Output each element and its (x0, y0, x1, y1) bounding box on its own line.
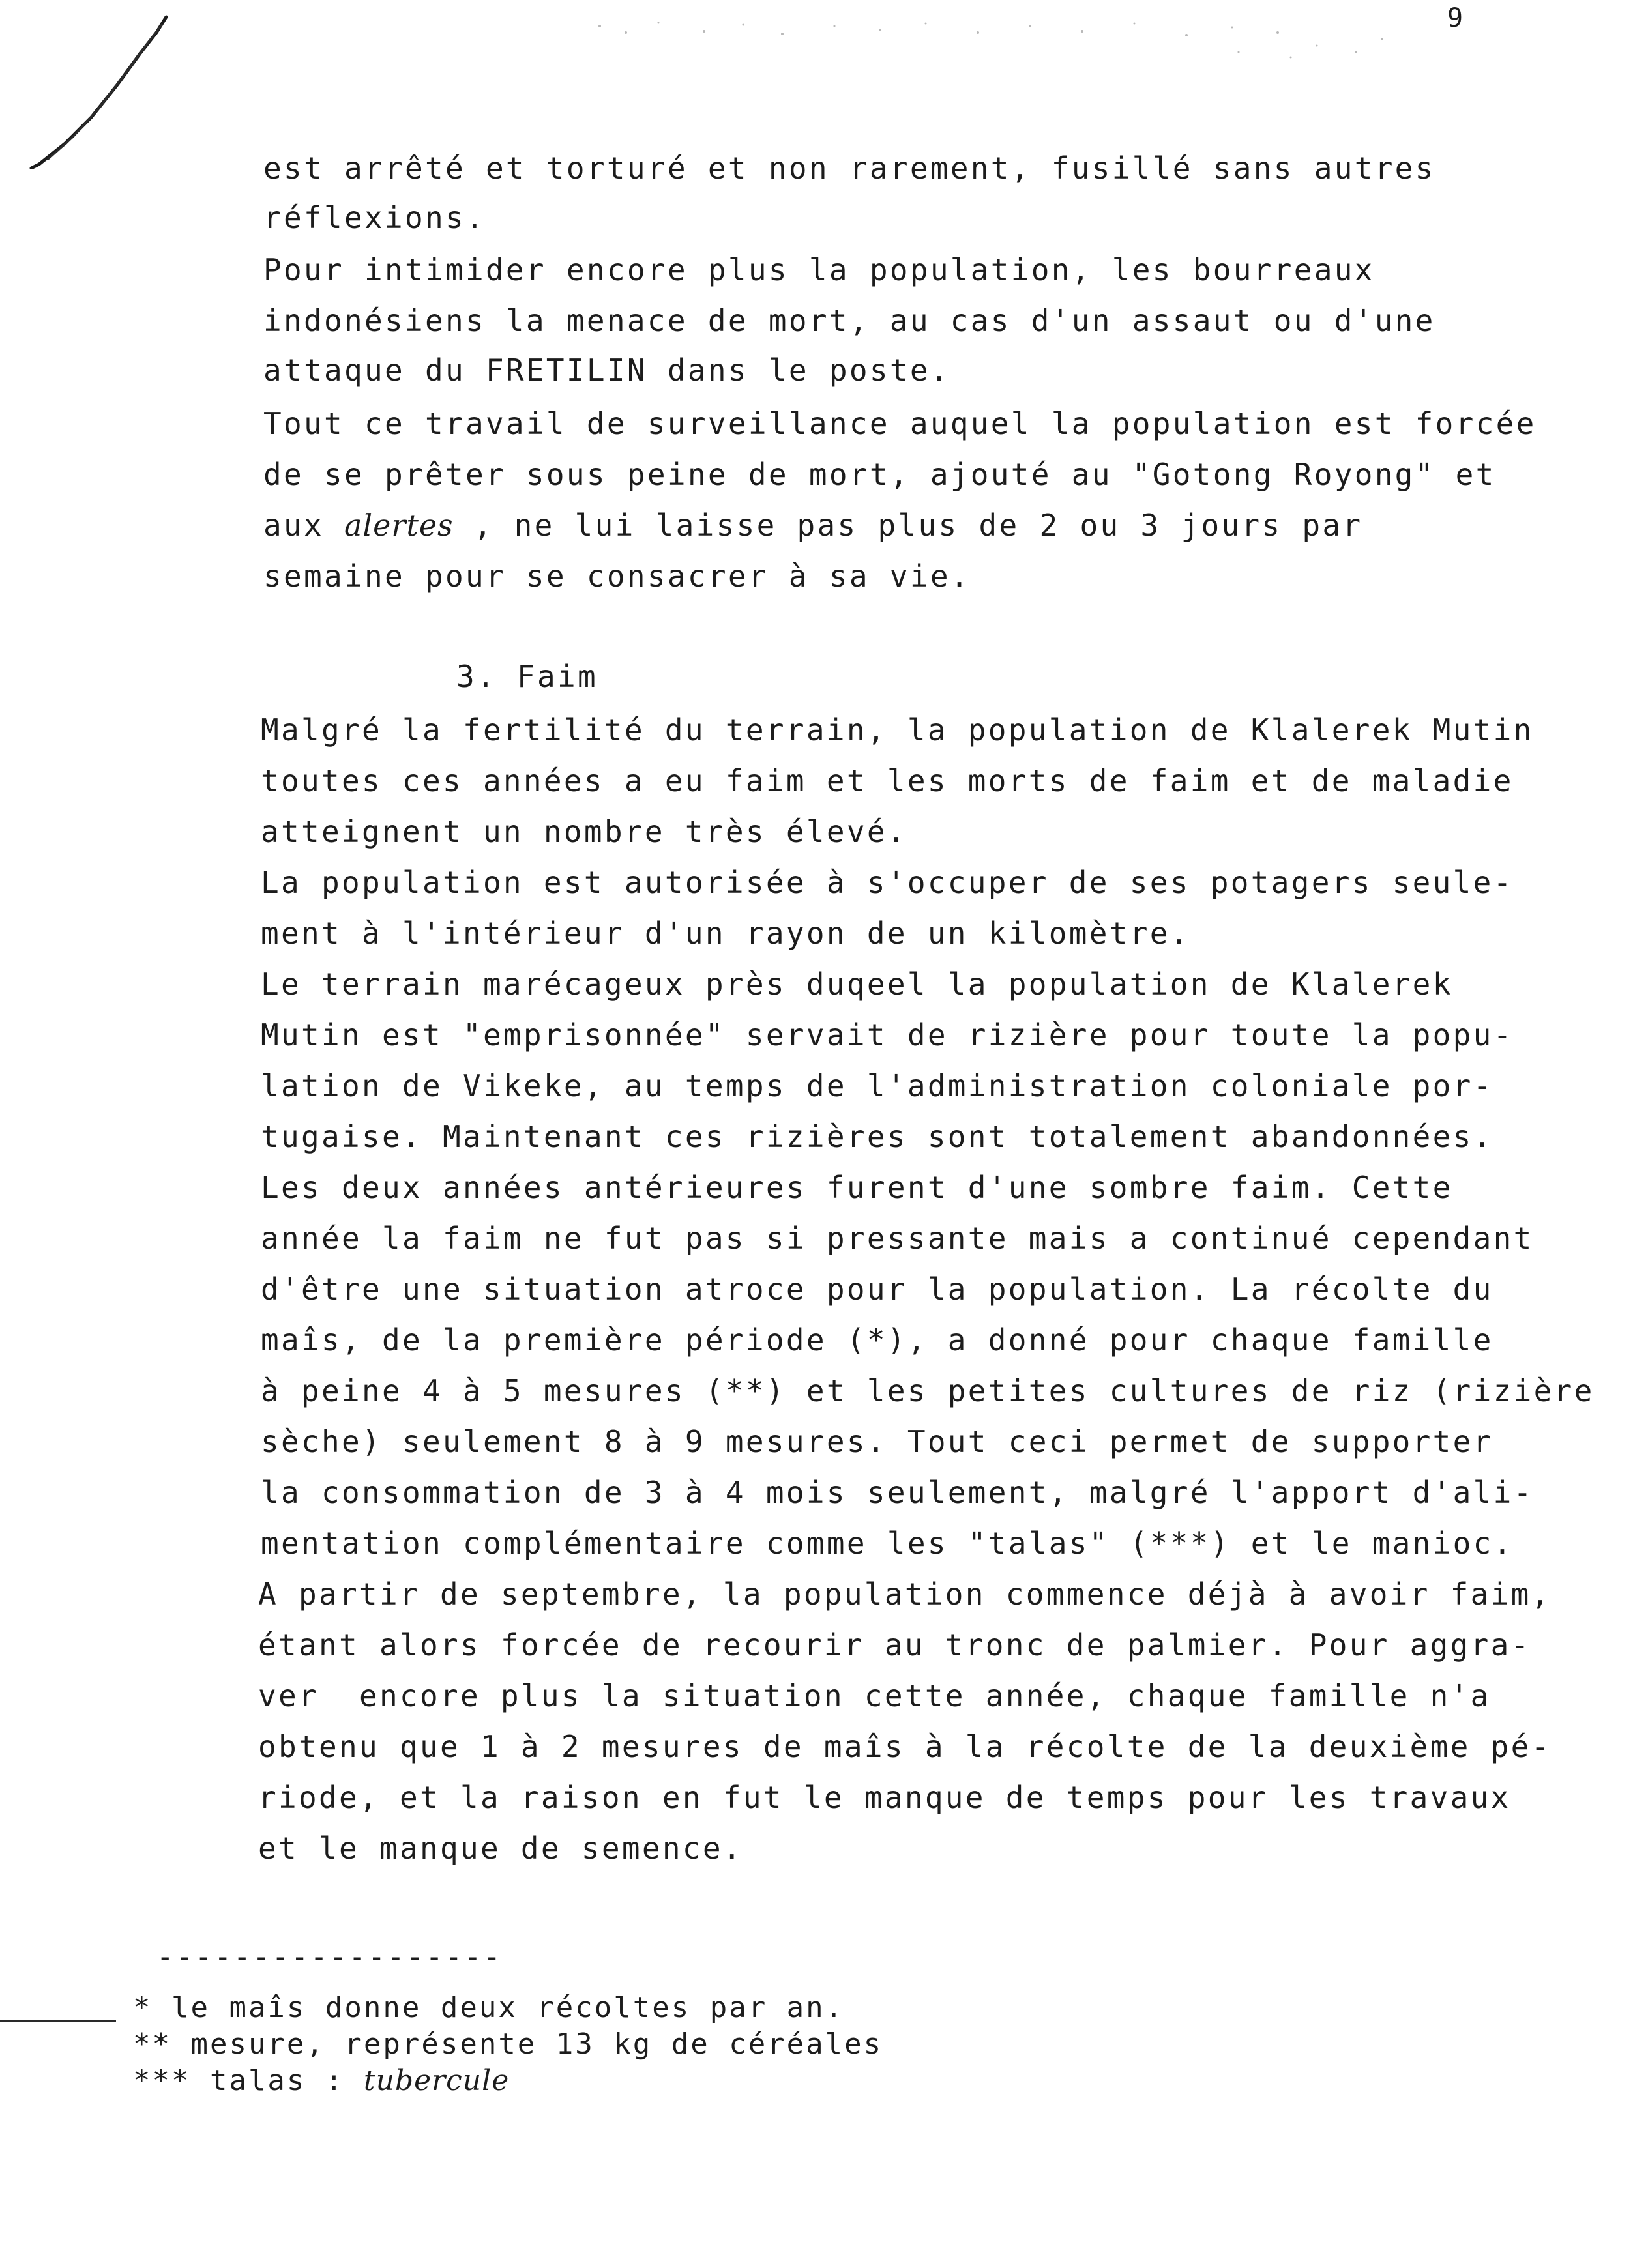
handwritten-word: alertes (344, 508, 454, 543)
section-line: ver encore plus la situation cette année, chaque famille n'a (258, 1678, 1491, 1713)
body-text: , ne lui laisse pas plus de 2 ou 3 jours par (453, 508, 1363, 543)
section-line: mentation complémentaire comme les "talas" (***) et le manioc. (261, 1526, 1514, 1561)
body-line: de se prêter sous peine de mort, ajouté au "Gotong Royong" et (263, 457, 1496, 492)
body-line: attaque du FRETILIN dans le poste. (263, 353, 950, 388)
body-line: Tout ce travail de surveillance auquel la population est forcée (263, 406, 1537, 441)
section-line: obtenu que 1 à 2 mesures de maîs à la récolte de la deuxième pé- (258, 1729, 1552, 1764)
section-line: lation de Vikeke, au temps de l'administration coloniale por- (261, 1068, 1494, 1103)
section-line: à peine 4 à 5 mesures (**) et les petites cultures de riz (rizière (261, 1373, 1595, 1408)
section-line: A partir de septembre, la population commence déjà à avoir faim, (258, 1577, 1552, 1612)
footnote-side-line (0, 2020, 116, 2022)
body-line: Pour intimider encore plus la population, les bourreaux (263, 252, 1375, 287)
section-line: année la faim ne fut pas si pressante mais a continué cependant (261, 1221, 1534, 1256)
section-line: Les deux années antérieures furent d'une sombre faim. Cette (261, 1170, 1453, 1205)
body-line: indonésiens la menace de mort, au cas d'un assaut ou d'une (263, 303, 1435, 338)
section-line: ment à l'intérieur d'un rayon de un kilomètre. (261, 916, 1190, 951)
body-line: réflexions. (263, 200, 486, 235)
section-line: riode, et la raison en fut le manque de temps pour les travaux (258, 1780, 1511, 1815)
section-line: atteignent un nombre très élevé. (261, 814, 907, 849)
body-line: est arrêté et torturé et non rarement, fusillé sans autres (263, 151, 1435, 186)
handwritten-word: tubercule (363, 2064, 510, 2097)
footnote-item-talas (133, 2065, 509, 2097)
section-line: étant alors forcée de recourir au tronc de palmier. Pour aggra- (258, 1627, 1531, 1663)
footnote-item: * le maîs donne deux récoltes par an. (133, 1991, 845, 2024)
body-line-alertes (263, 508, 1362, 542)
footnote-rule: ------------------ (156, 1940, 503, 1973)
pen-stroke-mark (20, 13, 169, 169)
section-line: et le manque de semence. (258, 1831, 743, 1866)
section-heading: 3. Faim (456, 659, 598, 694)
section-line: sèche) seulement 8 à 9 mesures. Tout ceci permet de supporter (261, 1424, 1494, 1459)
section-line: la consommation de 3 à 4 mois seulement, malgré l'apport d'ali- (261, 1475, 1534, 1510)
section-line: Malgré la fertilité du terrain, la population de Klalerek Mutin (261, 712, 1534, 748)
section-line: d'être une situation atroce pour la population. La récolte du (261, 1272, 1494, 1307)
scan-noise (587, 7, 1434, 65)
section-line: Mutin est "emprisonnée" servait de rizière pour toute la popu- (261, 1017, 1514, 1053)
section-line: Le terrain marécageux près duqeel la population de Klalerek (261, 967, 1453, 1002)
section-line: tugaise. Maintenant ces rizières sont totalement abandonnées. (261, 1119, 1494, 1154)
section-line: toutes ces années a eu faim et les morts de faim et de maladie (261, 763, 1514, 798)
section-line: maîs, de la première période (*), a donné pour chaque famille (261, 1322, 1494, 1358)
footnote-text: *** talas : (133, 2064, 364, 2097)
body-line: semaine pour se consacrer à sa vie. (263, 559, 971, 594)
body-text: aux (263, 508, 344, 543)
section-line: La population est autorisée à s'occuper de ses potagers seule- (261, 865, 1514, 900)
page-number: 9 (1447, 3, 1465, 33)
footnote-item: ** mesure, représente 13 kg de céréales (133, 2028, 883, 2061)
